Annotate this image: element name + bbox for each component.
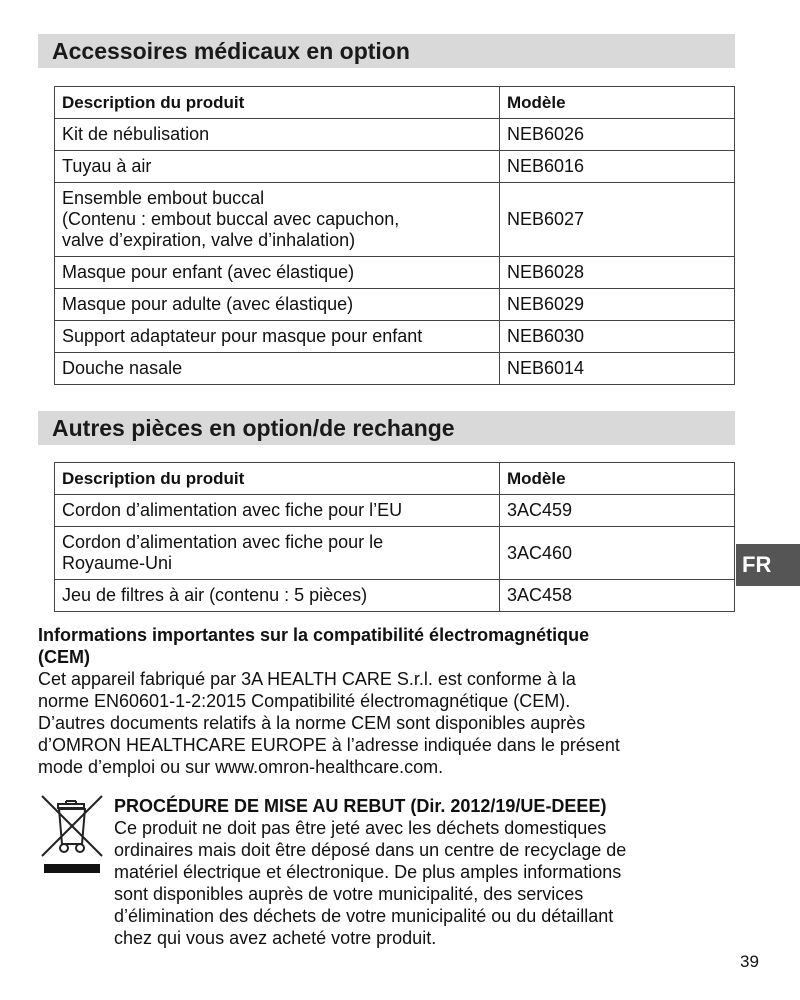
description-cell: Jeu de filtres à air (contenu : 5 pièces) bbox=[55, 580, 500, 612]
table-row bbox=[55, 353, 735, 385]
page-number: 39 bbox=[740, 952, 759, 971]
model-cell: NEB6014 bbox=[500, 353, 735, 385]
table-row bbox=[55, 119, 735, 151]
description-cell: Cordon d’alimentation avec fiche pour le Royaume-Uni bbox=[55, 527, 500, 580]
emc-heading: Informations importantes sur la compatibilité électromagnétique (CEM) bbox=[38, 625, 590, 667]
other-parts-table bbox=[54, 462, 735, 612]
description-cell: Douche nasale bbox=[55, 353, 500, 385]
model-cell: NEB6030 bbox=[500, 321, 735, 353]
model-cell: NEB6016 bbox=[500, 151, 735, 183]
model-cell: NEB6029 bbox=[500, 289, 735, 321]
medical-accessories-table bbox=[54, 86, 735, 385]
header-description: Description du produit bbox=[55, 463, 500, 495]
description-cell: Ensemble embout buccal (Contenu : embout buccal avec capuchon, valve d’expiration, valve d’inhalation) bbox=[55, 183, 500, 257]
table-row bbox=[55, 183, 735, 257]
model-cell: 3AC460 bbox=[500, 527, 735, 580]
model-cell: 3AC458 bbox=[500, 580, 735, 612]
table-row bbox=[55, 495, 735, 527]
header-description: Description du produit bbox=[55, 87, 500, 119]
model-cell: NEB6026 bbox=[500, 119, 735, 151]
disposal-procedure bbox=[114, 795, 736, 949]
table-row bbox=[55, 289, 735, 321]
language-tab: FR bbox=[736, 544, 800, 586]
description-cell: Kit de nébulisation bbox=[55, 119, 500, 151]
description-cell: Support adaptateur pour masque pour enfant bbox=[55, 321, 500, 353]
model-cell: NEB6028 bbox=[500, 257, 735, 289]
table-row bbox=[55, 321, 735, 353]
header-model: Modèle bbox=[500, 463, 735, 495]
section-title-medical-accessories: Accessoires médicaux en option bbox=[38, 34, 735, 68]
emc-information bbox=[38, 624, 738, 778]
description-cell: Tuyau à air bbox=[55, 151, 500, 183]
description-cell: Masque pour enfant (avec élastique) bbox=[55, 257, 500, 289]
model-cell: 3AC459 bbox=[500, 495, 735, 527]
description-cell: Cordon d’alimentation avec fiche pour l’EU bbox=[55, 495, 500, 527]
disposal-heading: PROCÉDURE DE MISE AU REBUT (Dir. 2012/19/UE-DEEE) bbox=[114, 796, 607, 816]
table-header-row bbox=[55, 463, 735, 495]
disposal-body: Ce produit ne doit pas être jeté avec les déchets domestiques ordinaires mais doit être déposé dans un centre de recyclage de matériel électrique et électronique. De plus amples informations sont disponibles auprès de votre municipalité, des services d’élimination des déchets de votre municipalité ou du détaillant chez qui vous avez acheté votre produit. bbox=[114, 818, 627, 948]
table-row bbox=[55, 151, 735, 183]
table-header-row bbox=[55, 87, 735, 119]
table-row bbox=[55, 527, 735, 580]
table-row bbox=[55, 580, 735, 612]
crossed-out-wheeled-bin-icon bbox=[38, 792, 106, 878]
description-cell: Masque pour adulte (avec élastique) bbox=[55, 289, 500, 321]
emc-body: Cet appareil fabriqué par 3A HEALTH CARE S.r.l. est conforme à la norme EN60601-1-2:2015 Compatibilité électromagnétique (CEM). D’autres documents relatifs à la norme CEM sont disponibles auprès d’OMRON HEALTHCARE EUROPE à l’adresse indiquée dans le présent mode d’emploi ou sur www.omron-healthcare.com. bbox=[38, 669, 620, 777]
header-model: Modèle bbox=[500, 87, 735, 119]
model-cell: NEB6027 bbox=[500, 183, 735, 257]
table-row bbox=[55, 257, 735, 289]
section-title-other-parts: Autres pièces en option/de rechange bbox=[38, 411, 735, 445]
